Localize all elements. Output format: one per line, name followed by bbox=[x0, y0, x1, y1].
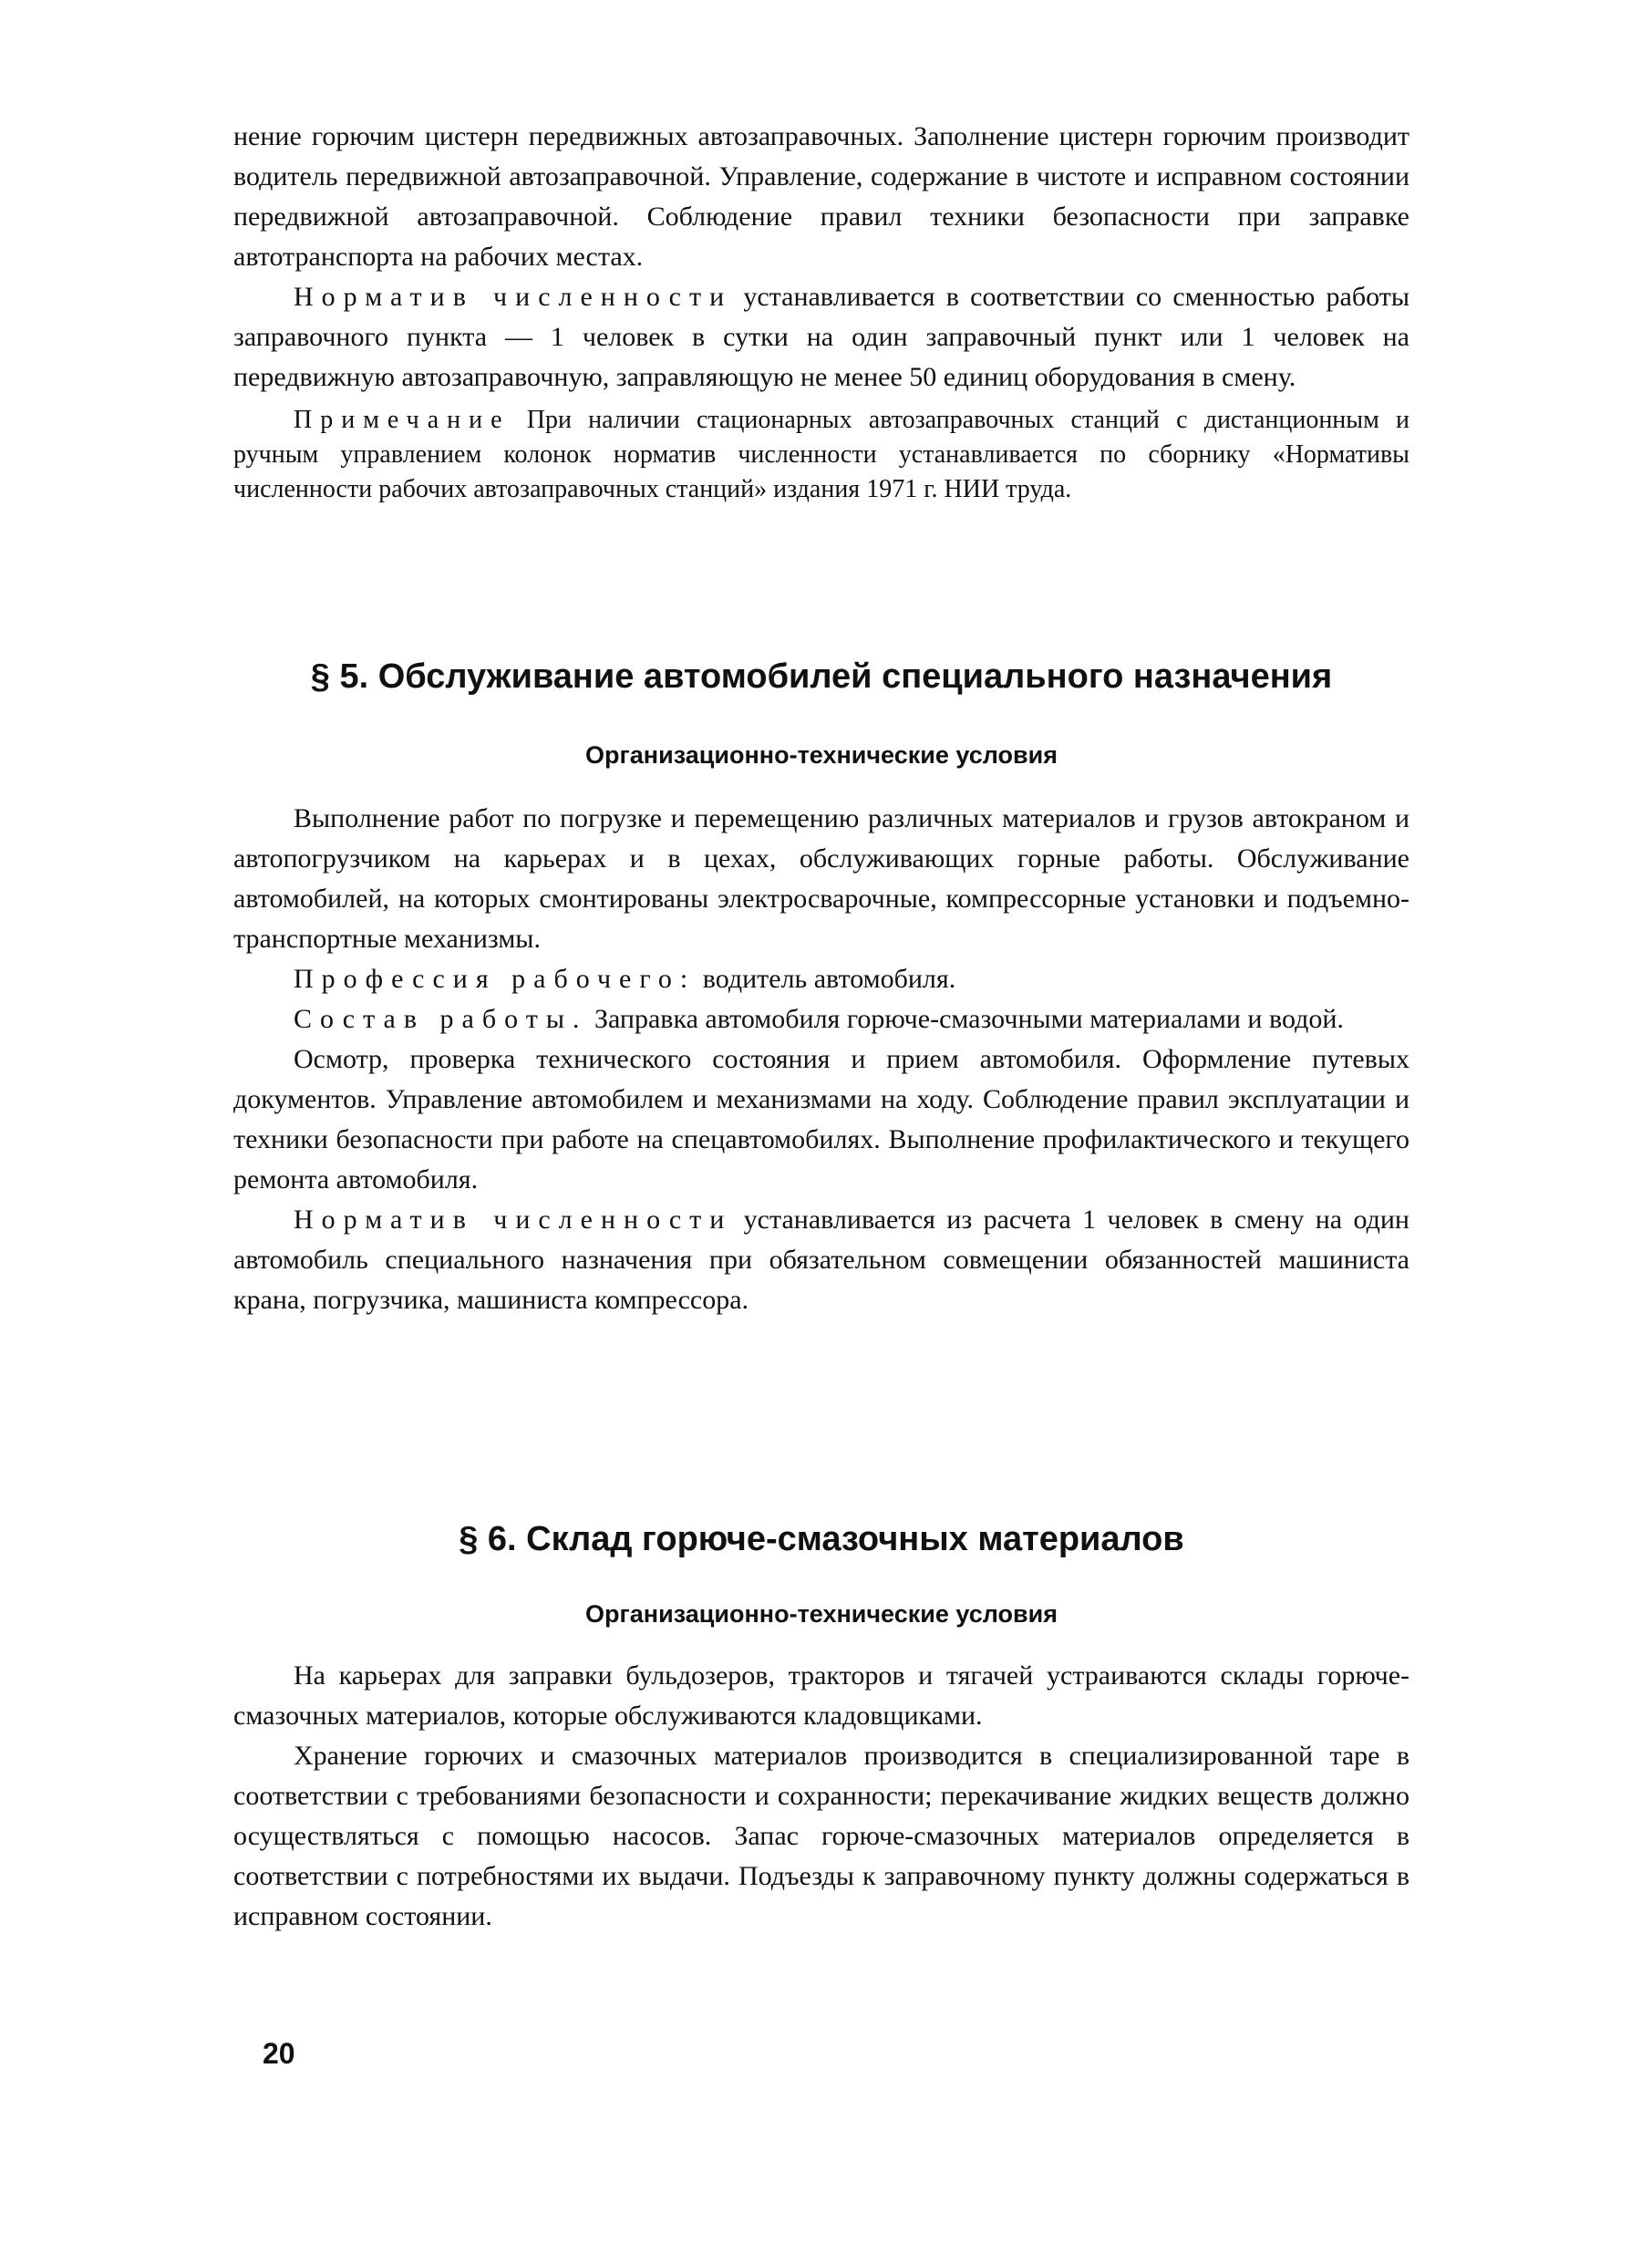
paragraph-work-composition bbox=[233, 999, 1409, 1039]
paragraph-inspection: Осмотр, проверка технического состояния и прием автомобиля. Оформление путевых документов. Управление автомобилем и механизмами на ходу. Соблюдение правил эксплуатации и техники безопасности при работе на спецавтомобилях. Выполнение профилактического и текущего ремонта автомобиля. bbox=[233, 1044, 1409, 1194]
section-5-subtitle: Организационно-технические условия bbox=[585, 741, 1058, 769]
paragraph-text: устанавливается в соответствии со сменностью работы заправочного пункта — 1 человек в сутки на один заправочный пункт или 1 человек на передвижную автозаправочную, заправляющую не менее 50 единиц оборудования в смену. bbox=[233, 282, 1409, 392]
paragraph-profession bbox=[233, 959, 1409, 999]
top-section bbox=[233, 117, 1409, 507]
paragraph-text: водитель автомобиля. bbox=[696, 964, 956, 994]
section-5-body bbox=[233, 799, 1409, 1320]
term-label: Состав работы. bbox=[294, 1004, 588, 1034]
term-label: Норматив численности bbox=[294, 282, 733, 312]
paragraph-fuel-tank: нение горючим цистерн передвижных автозаправочных. Заполнение цистерн горючим производит водитель передвижной автозаправочной. Управление, содержание в чистоте и исправном состоянии передвижной автозаправочной. Соблюдение правил техники безопасности при заправке автотранспорта на рабочих местах. bbox=[233, 121, 1409, 272]
paragraph-staff-norm bbox=[233, 1200, 1409, 1320]
term-label: Норматив численности bbox=[294, 1205, 733, 1235]
section-6-title: § 6. Склад горюче-смазочных материалов bbox=[459, 1520, 1184, 1558]
paragraph-text: Заправка автомобиля горюче-смазочными материалами и водой. bbox=[587, 1004, 1344, 1034]
paragraph-special-vehicles: Выполнение работ по погрузке и перемещению различных материалов и грузов автокраном и автопогрузчиком на карьерах и в цехах, обслуживающих горные работы. Обслуживание автомобилей, на которых смонтированы электросварочные, компрессорные установки и подъемно-транспортные механизмы. bbox=[233, 803, 1409, 954]
paragraph-note bbox=[233, 403, 1409, 507]
note-text: При наличии стационарных автозаправочных станций с дистанционным и ручным управлением колонок норматив численности устанавливается по сборнику «Нормативы численности рабочих автозаправочных станций» издания 1971 г. НИИ труда. bbox=[233, 406, 1409, 503]
paragraph-storage: Хранение горючих и смазочных материалов производится в специализированной таре в соответствии с требованиями безопасности и сохранности; перекачивание жидких веществ должно осуществляться с помощью насосов. Запас горюче-смазочных материалов определяется в соответствии с потребностями их выдачи. Подъезды к заправочному пункту должны содержаться в исправном состоянии. bbox=[233, 1741, 1409, 1931]
section-6-body bbox=[233, 1656, 1409, 1937]
paragraph-text: устанавливается из расчета 1 человек в смену на один автомобиль специального назначения при обязательном совмещении обязанностей машиниста крана, погрузчика, машиниста компрессора. bbox=[233, 1205, 1409, 1315]
section-5-title: § 5. Обслуживание автомобилей специального назначения bbox=[310, 657, 1333, 696]
note-label: Примечание bbox=[294, 406, 511, 434]
term-label: Профессия рабочего: bbox=[294, 964, 697, 994]
paragraph-fuel-warehouse: На карьерах для заправки бульдозеров, тракторов и тягачей устраиваются склады горюче-смазочных материалов, которые обслуживаются кладовщиками. bbox=[233, 1660, 1409, 1731]
page-number: 20 bbox=[263, 2037, 295, 2070]
section-6-subtitle: Организационно-технические условия bbox=[585, 1600, 1058, 1628]
paragraph-staff-norm bbox=[233, 277, 1409, 398]
